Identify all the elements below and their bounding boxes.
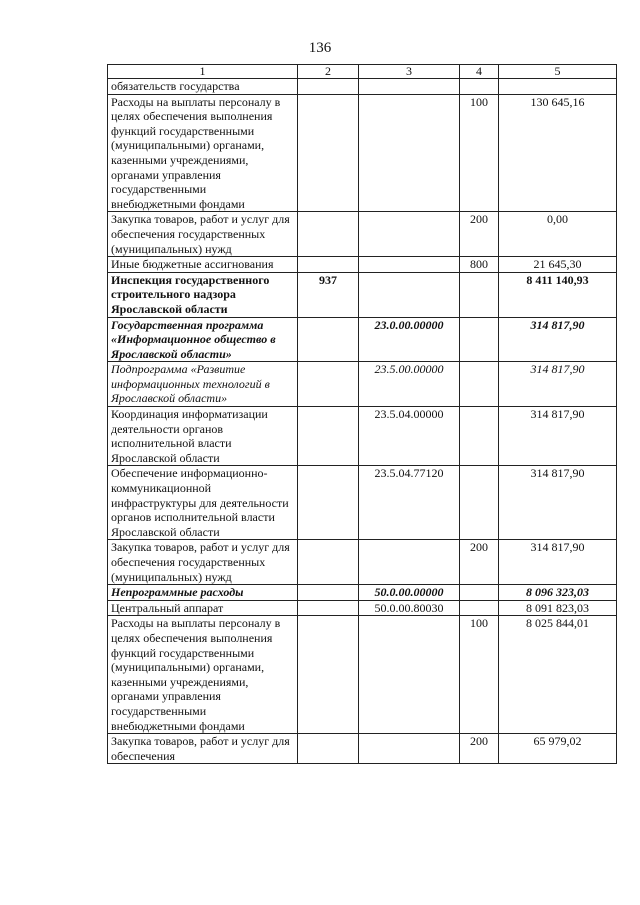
row-amount-cell: 8 096 323,03 <box>499 585 617 601</box>
row-department-cell <box>298 79 359 95</box>
row-amount-cell: 21 645,30 <box>499 257 617 273</box>
header-col-4: 4 <box>460 65 499 79</box>
row-department-cell: 937 <box>298 272 359 317</box>
row-amount-cell: 314 817,90 <box>499 362 617 407</box>
row-amount-cell: 8 411 140,93 <box>499 272 617 317</box>
row-department-cell <box>298 317 359 362</box>
table-row <box>108 362 617 407</box>
row-department-cell <box>298 585 359 601</box>
row-target-article-cell <box>359 94 460 212</box>
row-target-article-cell: 23.0.00.00000 <box>359 317 460 362</box>
row-expense-type-cell: 200 <box>460 212 499 257</box>
row-target-article-cell <box>359 212 460 257</box>
header-col-3: 3 <box>359 65 460 79</box>
table-row <box>108 212 617 257</box>
row-expense-type-cell <box>460 407 499 466</box>
row-expense-type-cell <box>460 272 499 317</box>
header-col-2: 2 <box>298 65 359 79</box>
row-amount-cell: 8 091 823,03 <box>499 600 617 616</box>
row-department-cell <box>298 212 359 257</box>
table-row <box>108 317 617 362</box>
row-expense-type-cell <box>460 317 499 362</box>
row-name-cell: Расходы на выплаты персоналу в целях обеспечения выполнения функций государственными (муниципальными) органами, казенными учреждениями, органами управления государственными внебюджетными фондами <box>108 616 298 734</box>
row-amount-cell: 130 645,16 <box>499 94 617 212</box>
row-name-cell: Государственная программа «Информационное общество в Ярославской области» <box>108 317 298 362</box>
row-name-cell: Инспекция государственного строительного надзора Ярославской области <box>108 272 298 317</box>
row-name-cell: обязательств государства <box>108 79 298 95</box>
row-expense-type-cell <box>460 600 499 616</box>
row-target-article-cell <box>359 257 460 273</box>
row-target-article-cell: 23.5.00.00000 <box>359 362 460 407</box>
row-name-cell: Подпрограмма «Развитие информационных технологий в Ярославской области» <box>108 362 298 407</box>
row-name-cell: Координация информатизации деятельности органов исполнительной власти Ярославской области <box>108 407 298 466</box>
row-expense-type-cell: 100 <box>460 616 499 734</box>
row-target-article-cell: 23.5.04.00000 <box>359 407 460 466</box>
row-name-cell: Закупка товаров, работ и услуг для обеспечения государственных (муниципальных) нужд <box>108 540 298 585</box>
row-amount-cell: 0,00 <box>499 212 617 257</box>
table-row <box>108 540 617 585</box>
row-target-article-cell <box>359 616 460 734</box>
row-target-article-cell: 23.5.04.77120 <box>359 466 460 540</box>
row-target-article-cell <box>359 272 460 317</box>
row-expense-type-cell: 800 <box>460 257 499 273</box>
row-name-cell: Обеспечение информационно-коммуникационной инфраструктуры для деятельности органов исполнительной власти Ярославской области <box>108 466 298 540</box>
header-col-5: 5 <box>499 65 617 79</box>
row-department-cell <box>298 466 359 540</box>
row-expense-type-cell <box>460 585 499 601</box>
row-name-cell: Закупка товаров, работ и услуг для обеспечения государственных (муниципальных) нужд <box>108 212 298 257</box>
row-target-article-cell <box>359 734 460 764</box>
row-amount-cell: 8 025 844,01 <box>499 616 617 734</box>
table-row <box>108 585 617 601</box>
row-target-article-cell: 50.0.00.00000 <box>359 585 460 601</box>
row-amount-cell: 314 817,90 <box>499 407 617 466</box>
row-department-cell <box>298 734 359 764</box>
row-target-article-cell <box>359 540 460 585</box>
row-amount-cell: 314 817,90 <box>499 540 617 585</box>
table-row <box>108 94 617 212</box>
row-department-cell <box>298 94 359 212</box>
table-row <box>108 407 617 466</box>
table-header-row <box>108 65 617 79</box>
row-expense-type-cell: 200 <box>460 734 499 764</box>
table-row <box>108 734 617 764</box>
row-department-cell <box>298 616 359 734</box>
row-amount-cell <box>499 79 617 95</box>
header-col-1: 1 <box>108 65 298 79</box>
row-department-cell <box>298 362 359 407</box>
row-department-cell <box>298 257 359 273</box>
row-expense-type-cell <box>460 79 499 95</box>
row-name-cell: Расходы на выплаты персоналу в целях обеспечения выполнения функций государственными (муниципальными) органами, казенными учреждениями, органами управления государственными внебюджетными фондами <box>108 94 298 212</box>
table-row <box>108 466 617 540</box>
page-number: 136 <box>308 40 332 56</box>
row-amount-cell: 314 817,90 <box>499 466 617 540</box>
budget-table <box>107 64 617 764</box>
row-expense-type-cell: 100 <box>460 94 499 212</box>
row-expense-type-cell: 200 <box>460 540 499 585</box>
row-target-article-cell <box>359 79 460 95</box>
row-department-cell <box>298 407 359 466</box>
row-name-cell: Непрограммные расходы <box>108 585 298 601</box>
table-row <box>108 272 617 317</box>
row-amount-cell: 65 979,02 <box>499 734 617 764</box>
row-name-cell: Закупка товаров, работ и услуг для обеспечения <box>108 734 298 764</box>
row-amount-cell: 314 817,90 <box>499 317 617 362</box>
row-expense-type-cell <box>460 362 499 407</box>
table-row <box>108 79 617 95</box>
row-department-cell <box>298 600 359 616</box>
row-target-article-cell: 50.0.00.80030 <box>359 600 460 616</box>
table-row <box>108 257 617 273</box>
table-row <box>108 616 617 734</box>
row-name-cell: Центральный аппарат <box>108 600 298 616</box>
row-name-cell: Иные бюджетные ассигнования <box>108 257 298 273</box>
row-expense-type-cell <box>460 466 499 540</box>
table-row <box>108 600 617 616</box>
row-department-cell <box>298 540 359 585</box>
